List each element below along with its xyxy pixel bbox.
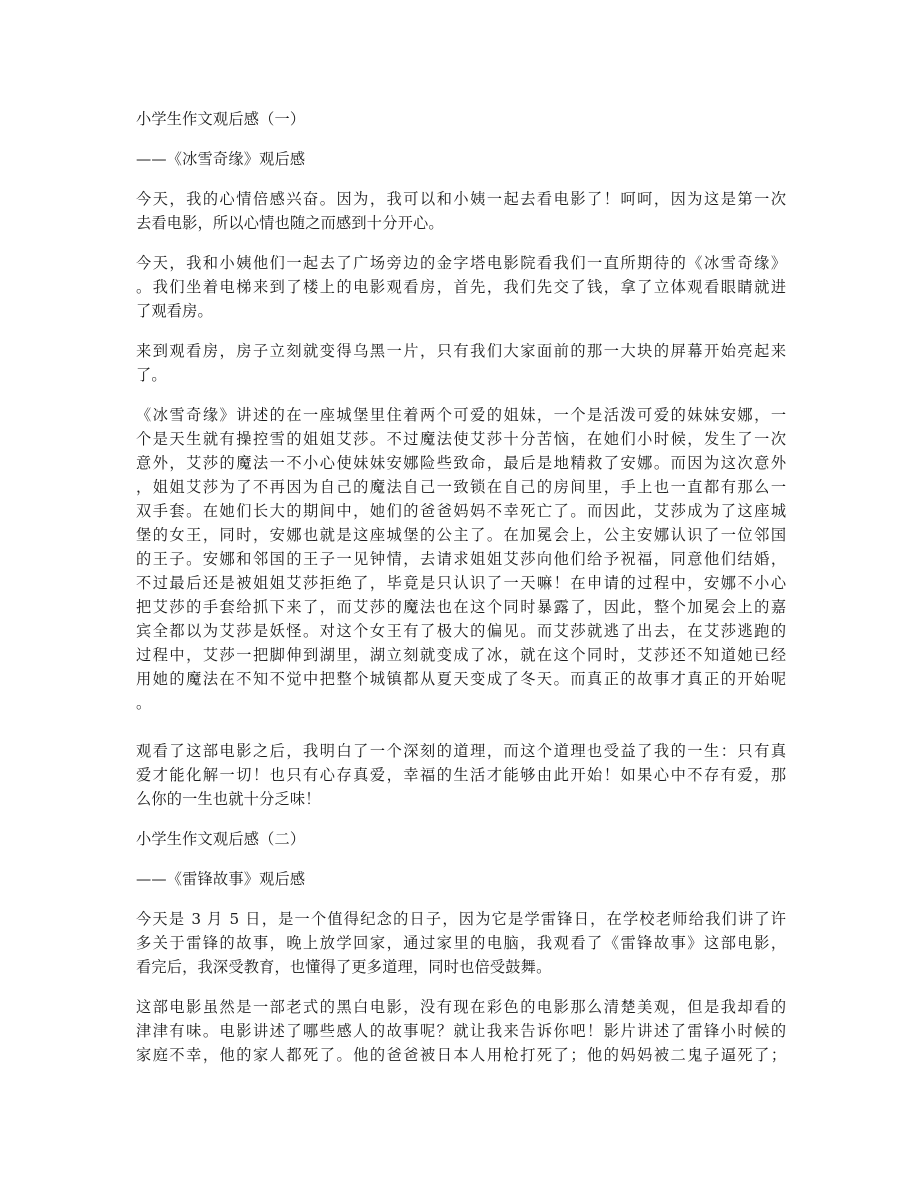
section2-p1-line: 多关于雷锋的故事，晚上放学回家，通过家里的电脑，我观看了《雷锋故事》这部电影， [136, 934, 786, 952]
section1-subtitle: ——《冰雪奇缘》观后感 [136, 150, 306, 168]
section2-p2-line: 这部电影虽然是一部老式的黑白电影，没有现在彩色的电影那么清楚美观，但是我却看的 [136, 998, 786, 1016]
section1-p4-line: 的王子。安娜和邻国的王子一见钟情，去请求姐姐艾莎向他们给予祝福，同意他们结婚， [136, 550, 786, 568]
section1-p4-line: 堡的女王，同时，安娜也就是这座城堡的公主了。在加冕会上，公主安娜认识了一位邻国 [136, 526, 786, 544]
section1-p4-line: ，姐姐艾莎为了不再因为自己的魔法自己一致锁在自己的房间里，手上也一直都有那么一 [136, 478, 786, 496]
section1-p4-line: 双手套。在她们长大的期间中，她们的爸爸妈妈不幸死亡了。而因此，艾莎成为了这座城 [136, 502, 786, 520]
section1-p4-line: 个是天生就有操控雪的姐姐艾莎。不过魔法使艾莎十分苦恼，在她们小时候，发生了一次 [136, 430, 786, 448]
section1-p3-line: 来到观看房，房子立刻就变得乌黑一片，只有我们大家面前的那一大块的屏幕开始亮起来 [136, 342, 786, 360]
section1-p5-line: 观看了这部电影之后，我明白了一个深刻的道理，而这个道理也受益了我的一生：只有真 [136, 742, 786, 760]
section1-p4-line: 用她的魔法在不知不觉中把整个城镇都从夏天变成了冬天。而真正的故事才真正的开始呢 [136, 670, 786, 688]
section2-p2-line: 家庭不幸，他的家人都死了。他的爸爸被日本人用枪打死了；他的妈妈被二鬼子逼死了； [136, 1046, 786, 1064]
section1-p4-line: 。 [136, 694, 152, 712]
section1-p2-line: 今天，我和小姨他们一起去了广场旁边的金字塔电影院看我们一直所期待的《冰雪奇缘》 [136, 254, 786, 272]
section2-p2-line: 津津有味。电影讲述了哪些感人的故事呢？就让我来告诉你吧！影片讲述了雷锋小时候的 [136, 1022, 786, 1040]
section2-p1-line: 看完后，我深受教育，也懂得了更多道理，同时也倍受鼓舞。 [136, 958, 552, 976]
section1-p4-line: 意外，艾莎的魔法一不小心使妹妹安娜险些致命，最后是地精救了安娜。而因为这次意外 [136, 454, 786, 472]
section1-p2-line: 。我们坐着电梯来到了楼上的电影观看房，首先，我们先交了钱，拿了立体观看眼睛就进 [136, 278, 786, 296]
section1-p4-line: 不过最后还是被姐姐艾莎拒绝了，毕竟是只认识了一天嘛！在申请的过程中，安娜不小心 [136, 574, 786, 592]
section1-p1-line: 去看电影，所以心情也随之而感到十分开心。 [136, 214, 444, 232]
section1-p5-line: 么你的一生也就十分乏味！ [136, 790, 321, 808]
section2-title: 小学生作文观后感（二） [136, 830, 306, 848]
section1-p4-line: 《冰雪奇缘》讲述的在一座城堡里住着两个可爱的姐妹，一个是活泼可爱的妹妹安娜，一 [136, 406, 786, 424]
section1-p4-line: 宾全都以为艾莎是妖怪。对这个女王有了极大的偏见。而艾莎就逃了出去，在艾莎逃跑的 [136, 622, 786, 640]
section1-p3-line: 了。 [136, 366, 167, 384]
section2-subtitle: ——《雷锋故事》观后感 [136, 870, 306, 888]
section1-title: 小学生作文观后感（一） [136, 110, 306, 128]
section1-p4-line: 把艾莎的手套给抓下来了，而艾莎的魔法也在这个同时暴露了，因此，整个加冕会上的嘉 [136, 598, 786, 616]
section1-p2-line: 了观看房。 [136, 302, 213, 320]
section1-p5-line: 爱才能化解一切！也只有心存真爱，幸福的生活才能够由此开始！如果心中不存有爱，那 [136, 766, 786, 784]
section1-p4-line: 过程中，艾莎一把脚伸到湖里，湖立刻就变成了冰，就在这个同时，艾莎还不知道她已经 [136, 646, 786, 664]
section1-p1-line: 今天，我的心情倍感兴奋。因为，我可以和小姨一起去看电影了！呵呵，因为这是第一次 [136, 190, 786, 208]
section2-p1-line: 今天是 3 月 5 日，是一个值得纪念的日子，因为它是学雷锋日，在学校老师给我们讲了许 [136, 910, 786, 928]
